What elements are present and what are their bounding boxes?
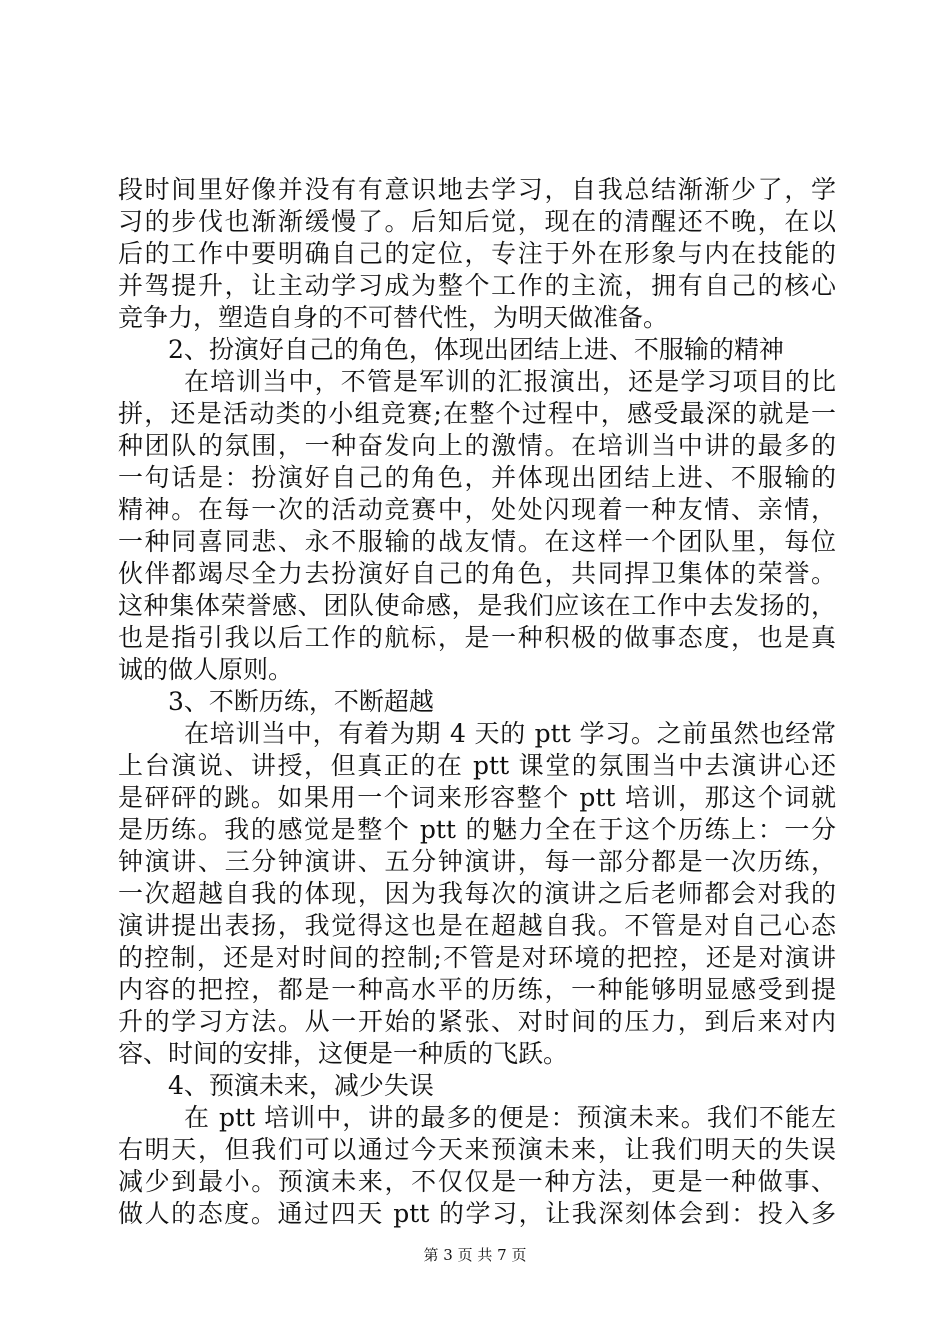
page-footer: 第 3 页 共 7 页 [423,1246,527,1264]
text-line: 减少到最小。预演未来，不仅仅是一种方法，更是一种做事、 [118,1167,836,1196]
text-line: 内容的把控，都是一种高水平的历练，一种能够明显感受到提 [118,975,836,1004]
text-line: 种团队的氛围，一种奋发向上的激情。在培训当中讲的最多的 [118,431,836,460]
text-line: 诚的做人原则。 [118,655,294,684]
text-line: 是历练。我的感觉是整个 ptt 的魅力全在于这个历练上：一分 [118,815,836,844]
text-line: 容、时间的安排，这便是一种质的飞跃。 [118,1039,569,1068]
text-line: 在培训当中，有着为期 4 天的 ptt 学习。之前虽然也经常 [184,719,836,748]
text-line: 拼，还是活动类的小组竞赛;在整个过程中，感受最深的就是一 [118,399,836,428]
text-line: 竞争力，塑造自身的不可替代性，为明天做准备。 [118,303,669,332]
text-line: 是砰砰的跳。如果用一个词来形容整个 ptt 培训，那这个词就 [118,783,836,812]
text-line: 一次超越自我的体现，因为我每次的演讲之后老师都会对我的 [118,879,836,908]
text-line: 这种集体荣誉感、团队使命感，是我们应该在工作中去发扬的， [118,591,836,620]
text-line: 上台演说、讲授，但真正的在 ptt 课堂的氛围当中去演讲心还 [118,751,836,780]
text-line: 伙伴都竭尽全力去扮演好自己的角色，共同捍卫集体的荣誉。 [118,559,836,588]
text-line: 钟演讲、三分钟演讲、五分钟演讲，每一部分都是一次历练， [118,847,836,876]
text-line: 的控制，还是对时间的控制;不管是对环境的把控，还是对演讲 [118,943,836,972]
section-heading: 3、不断历练，不断超越 [168,687,434,716]
document-body [118,174,836,1230]
text-line: 做人的态度。通过四天 ptt 的学习，让我深刻体会到：投入多 [118,1199,836,1228]
text-line: 在培训当中，不管是军训的汇报演出，还是学习项目的比 [184,367,836,396]
section-heading: 2、扮演好自己的角色，体现出团结上进、不服输的精神 [168,335,784,364]
text-line: 升的学习方法。从一开始的紧张、对时间的压力，到后来对内 [118,1007,836,1036]
text-line: 在 ptt 培训中，讲的最多的便是：预演未来。我们不能左 [184,1103,836,1132]
text-line: 演讲提出表扬，我觉得这也是在超越自我。不管是对自己心态 [118,911,836,940]
text-line: 一种同喜同悲、永不服输的战友情。在这样一个团队里，每位 [118,527,836,556]
text-line: 并驾提升，让主动学习成为整个工作的主流，拥有自己的核心 [118,271,836,300]
text-line: 精神。在每一次的活动竞赛中，处处闪现着一种友情、亲情， [118,495,836,524]
text-line: 也是指引我以后工作的航标，是一种积极的做事态度，也是真 [118,623,836,652]
text-line: 一句话是：扮演好自己的角色，并体现出团结上进、不服输的 [118,463,836,492]
text-line: 右明天，但我们可以通过今天来预演未来，让我们明天的失误 [118,1135,836,1164]
text-line: 习的步伐也渐渐缓慢了。后知后觉，现在的清醒还不晚，在以 [118,207,836,236]
text-line: 段时间里好像并没有有意识地去学习，自我总结渐渐少了，学 [118,175,836,204]
text-line: 后的工作中要明确自己的定位，专注于外在形象与内在技能的 [118,239,836,268]
section-heading: 4、预演未来，减少失误 [168,1071,434,1100]
